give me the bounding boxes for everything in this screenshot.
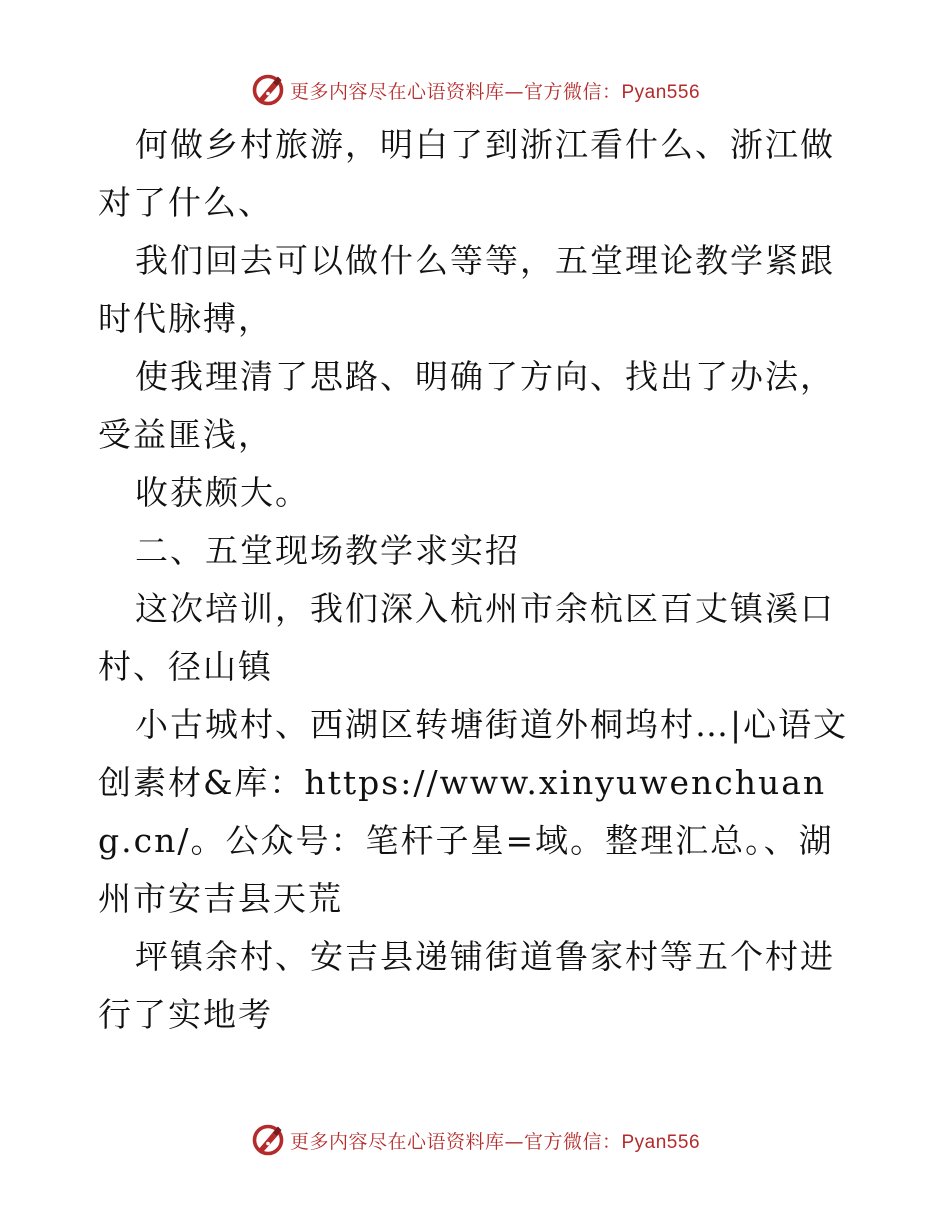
document-body — [98, 116, 858, 1044]
footer-watermark-id: Pyan556 — [621, 1131, 701, 1153]
paragraph-4: 收获颇大。 — [135, 473, 310, 512]
paragraph-5: 这次培训，我们深入杭州市余杭区百丈镇溪口村、径山镇 — [98, 589, 835, 686]
footer-watermark — [0, 1120, 950, 1160]
header-watermark — [0, 70, 950, 110]
section-heading: 二、五堂现场教学求实招 — [135, 531, 520, 570]
paragraph-6: 小古城村、西湖区转塘街道外桐坞村…|心语文创素材&库：https://www.xinyuwenchuang.cn/。公众号：笔杆子星=域。整理汇总。、湖州市安吉县天荒 — [98, 705, 849, 918]
footer-watermark-text: 更多内容尽在心语资料库—官方微信： — [289, 1130, 622, 1153]
pen-nib-logo-icon — [250, 1122, 286, 1158]
paragraph-7: 坪镇余村、安吉县递铺街道鲁家村等五个村进行了实地考 — [98, 937, 835, 1034]
pen-nib-logo-icon — [250, 72, 286, 108]
paragraph-2: 我们回去可以做什么等等，五堂理论教学紧跟时代脉搏， — [98, 241, 835, 338]
paragraph-3: 使我理清了思路、明确了方向、找出了办法，受益匪浅， — [98, 357, 835, 454]
header-watermark-id: Pyan556 — [621, 81, 701, 103]
paragraph-1: 何做乡村旅游，明白了到浙江看什么、浙江做对了什么、 — [98, 125, 835, 222]
header-watermark-text: 更多内容尽在心语资料库—官方微信： — [289, 80, 622, 103]
